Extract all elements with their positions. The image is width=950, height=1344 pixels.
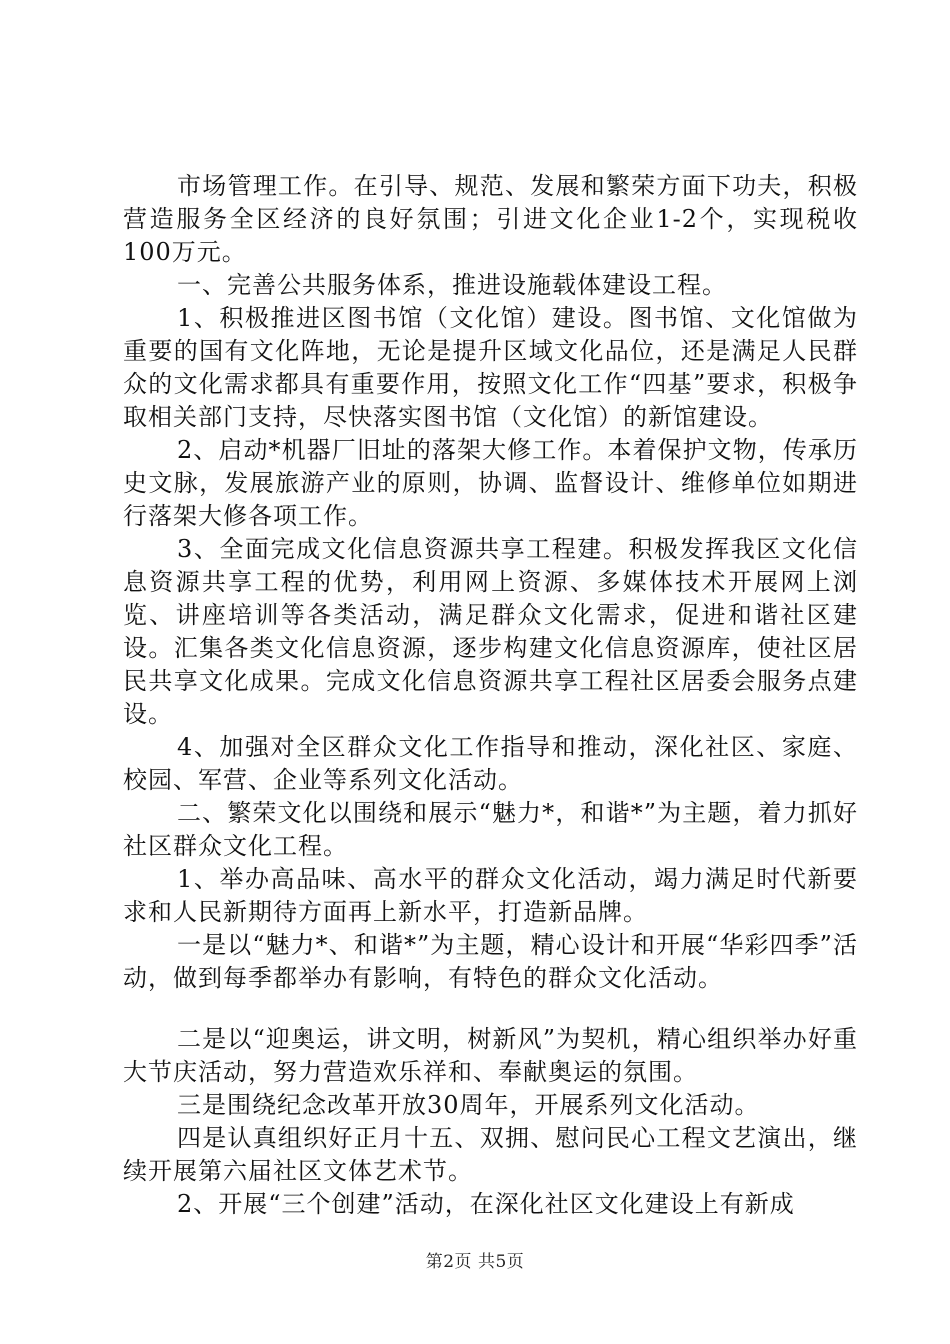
paragraph-mass-culture-guidance: 4、加强对全区群众文化工作指导和推动，深化社区、家庭、校园、军营、企业等系列文化活动。 [123,733,858,794]
paragraph-third-item: 三是围绕纪念改革开放30周年，开展系列文化活动。 [177,1091,760,1119]
paragraph-fourth-item: 四是认真组织好正月十五、双拥、慰问民心工程文艺演出，继续开展第六届社区文体艺术节。 [123,1124,858,1185]
paragraph-market-management: 市场管理工作。在引导、规范、发展和繁荣方面下功夫，积极营造服务全区经济的良好氛围；引进文化企业1-2个，实现税收100万元。 [123,172,858,266]
paragraph-factory-restoration: 2、启动*机器厂旧址的落架大修工作。本着保护文物，传承历史文脉，发展旅游产业的原则，协调、监督设计、维修单位如期进行落架大修各项工作。 [123,436,858,530]
paragraph-resource-sharing: 3、全面完成文化信息资源共享工程建。积极发挥我区文化信息资源共享工程的优势，利用网上资源、多媒体技术开展网上浏览、讲座培训等各类活动，满足群众文化需求，促进和谐社区建设。汇集各类文化信息资源，逐步构建文化信息资源库，使社区居民共享文化成果。完成文化信息资源共享工程社区居委会服务点建设。 [123,535,858,728]
paragraph-gap [123,995,858,1023]
page-number-footer: 第2页 共5页 [425,1252,525,1272]
paragraph-first-item: 一是以“魅力*、和谐*”为主题，精心设计和开展“华彩四季”活动，做到每季都举办有影响，有特色的群众文化活动。 [123,931,858,992]
paragraph-high-quality-activities: 1、举办高品味、高水平的群众文化活动，竭力满足时代新要求和人民新期待方面再上新水平，打造新品牌。 [123,865,858,926]
paragraph-section-one-heading: 一、完善公共服务体系，推进设施载体建设工程。 [177,271,727,299]
paragraph-section-two-heading: 二、繁荣文化以围绕和展示“魅力*，和谐*”为主题，着力抓好社区群众文化工程。 [123,799,858,860]
paragraph-second-item: 二是以“迎奥运，讲文明，树新风”为契机，精心组织举办好重大节庆活动，努力营造欢乐祥和、奉献奥运的氛围。 [123,1025,858,1086]
paragraph-three-creations: 2、开展“三个创建”活动，在深化社区文化建设上有新成 [177,1190,795,1218]
paragraph-library-construction: 1、积极推进区图书馆（文化馆）建设。图书馆、文化馆做为重要的国有文化阵地，无论是提升区域文化品位，还是满足人民群众的文化需求都具有重要作用，按照文化工作“四基”要求，积极争取相关部门支持，尽快落实图书馆（文化馆）的新馆建设。 [123,304,858,431]
document-body [123,170,858,1221]
